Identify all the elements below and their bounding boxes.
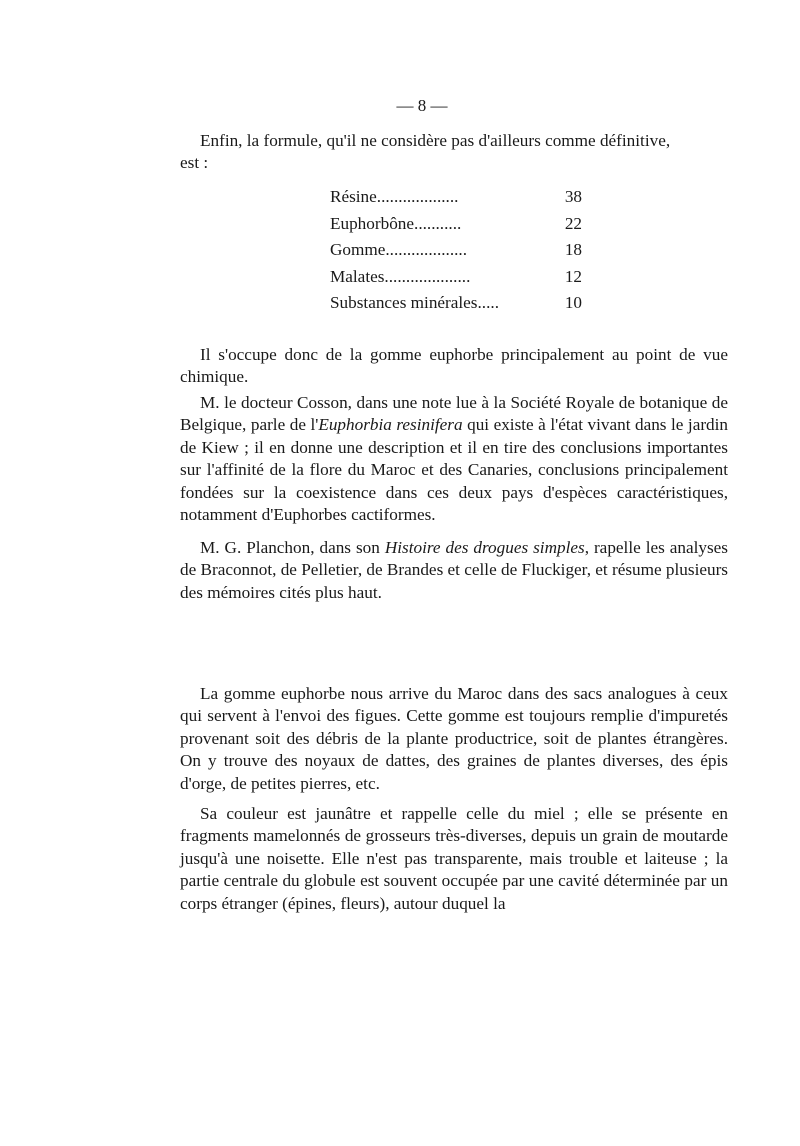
formula-name: Résine [330, 187, 377, 207]
formula-name: Substances minérales [330, 293, 478, 313]
paragraph-text: Sa couleur est jaunâtre et rappelle celle du miel ; elle se présente en fragments mamelonnés de grosseurs très-diverses, depuis un grain de moutarde jusqu'à une noisette. Elle n'est pas transparente, mais trouble et laiteuse ; la partie centrale du globule est souvent occupée par une cavité déterminée par un corps étranger (épines, fleurs), autour duquel la [180, 804, 728, 913]
species-name: Euphorbia resinifera [318, 415, 463, 435]
formula-table [330, 184, 590, 317]
formula-row [330, 264, 590, 291]
paragraph-planchon [180, 537, 728, 604]
paragraph-text: , rapelle les analyses de Braconnot, de Pelletier, de Brandes et celle de Fluckiger, et résume plusieurs des mémoires cités plus haut. [180, 538, 728, 602]
formula-name: Gomme [330, 240, 386, 260]
intro-paragraph [180, 130, 728, 175]
formula-value: 38 [564, 187, 582, 207]
formula-dots: ................... [376, 187, 459, 207]
paragraph-text: La gomme euphorbe nous arrive du Maroc dans des sacs analogues à ceux qui servent à l'envoi des figues. Cette gomme est toujours remplie d'impuretés provenant soit des débris de la plante productrice, soit de plantes étrangères. On y trouve des noyaux de dattes, des graines de plantes diverses, des épis d'orge, de petites pierres, etc. [180, 684, 728, 793]
formula-dots: ..... [477, 293, 499, 313]
paragraph-chemistry [180, 344, 728, 389]
paragraph-text: M. le docteur Cosson, dans une note lue à la Société Royale de botanique de Belgique, parle de l' [180, 393, 728, 435]
formula-dots: .................... [384, 266, 471, 286]
page-number: — 8 — [396, 96, 448, 115]
book-title: Histoire des drogues simples [384, 538, 585, 557]
formula-row [330, 211, 590, 238]
formula-row [330, 290, 590, 317]
formula-dots: ........... [414, 213, 462, 233]
intro-line-1: Enfin, la formule, qu'il ne considère pas d'ailleurs comme définitive, [200, 131, 671, 150]
paragraph-color [180, 803, 728, 915]
formula-row [330, 184, 590, 211]
formula-row [330, 237, 590, 264]
formula-value: 22 [564, 213, 582, 233]
paragraph-text: M. G. Planchon, dans son [200, 538, 385, 557]
formula-dots: ................... [385, 240, 468, 260]
formula-name: Malates [330, 266, 385, 286]
formula-value: 12 [564, 266, 582, 286]
paragraph-text: qui existe à l'état vivant dans le jardin de Kiew ; il en donne une description et il en tire des conclusions importantes sur l'affinité de la flore du Maroc et des Canaries, conclusions principalement fondées sur la coexistence dans ces deux pays d'espèces caractéristiques, notamment d'Euphorbes cactiformes. [180, 415, 729, 525]
paragraph-origin [180, 683, 728, 795]
formula-value: 18 [564, 240, 582, 260]
paragraph-cosson [180, 392, 728, 526]
formula-name: Euphorbône [330, 213, 415, 233]
paragraph-text: Il s'occupe donc de la gomme euphorbe principalement au point de vue chimique. [180, 345, 728, 387]
intro-line-2: est : [180, 153, 209, 173]
formula-value: 10 [564, 293, 582, 313]
